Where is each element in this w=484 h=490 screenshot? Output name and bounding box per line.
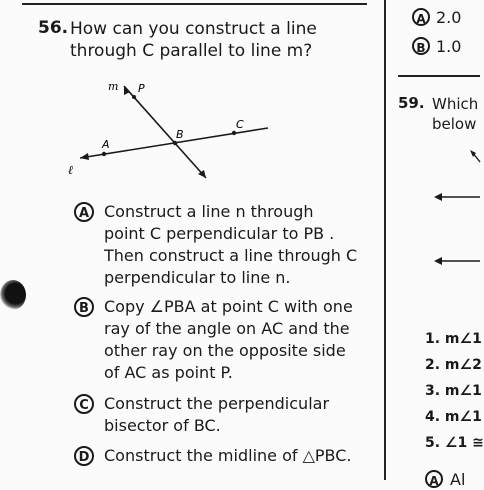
- point-C: [232, 131, 236, 135]
- right-bottom-choice-text: Al: [450, 470, 466, 489]
- choice-letter-a: A: [74, 202, 94, 222]
- question-text: [70, 18, 370, 62]
- point-P: [132, 95, 136, 99]
- column-divider: [384, 0, 386, 480]
- choice-b-line: ray of the angle on AC and the: [104, 319, 350, 338]
- choice-b-line: other ray on the opposite side: [104, 341, 346, 360]
- label-P: P: [138, 82, 145, 95]
- list-item: 2. m∠2: [425, 357, 482, 373]
- line-m-arrow-top: [124, 86, 130, 95]
- choice-c-text: [104, 393, 329, 437]
- fig59-arrowhead-3: [434, 257, 442, 265]
- question-line: through C parallel to line m?: [70, 41, 313, 61]
- scan-blot: [0, 280, 26, 310]
- point-A: [102, 152, 106, 156]
- choice-a-text: [104, 201, 357, 289]
- top-rule: [22, 3, 367, 5]
- point-B: [173, 141, 177, 145]
- right-column-figure: [430, 140, 480, 280]
- question-number: 56.: [38, 18, 69, 38]
- question-59-line: below: [432, 115, 477, 133]
- choice-a-line: Construct a line n through: [104, 202, 314, 221]
- choice-d-line: Construct the midline of △PBC.: [104, 446, 352, 465]
- question-59-number: 59.: [398, 94, 425, 112]
- right-bottom-choice-letter[interactable]: A: [425, 470, 443, 488]
- right-choice-letter-b[interactable]: B: [412, 37, 430, 55]
- choice-d-text: [104, 445, 352, 467]
- geometry-figure: [58, 78, 244, 188]
- label-B: B: [176, 128, 184, 141]
- right-choice-b-text: 1.0: [436, 37, 462, 56]
- list-item: 3. m∠1: [425, 383, 482, 399]
- line-l-arrow-left: [80, 153, 89, 160]
- list-item: 5. ∠1 ≅: [425, 435, 484, 451]
- right-choice-letter-a[interactable]: A: [412, 8, 430, 26]
- label-m: m: [108, 80, 119, 93]
- right-column-rule: [398, 75, 480, 77]
- right-choice-a-text: 2.0: [436, 8, 462, 27]
- choice-b-line: Copy ∠PBA at point C with one: [104, 297, 353, 316]
- choice-letter-d: D: [74, 446, 94, 466]
- question-line: How can you construct a line: [70, 19, 317, 39]
- label-C: C: [236, 118, 244, 131]
- question-59-line: Which: [432, 95, 479, 113]
- choice-a-line: perpendicular to line n.: [104, 268, 291, 287]
- question-59-text: [432, 94, 478, 134]
- choice-b-line: of AC as point P.: [104, 363, 233, 382]
- fig59-arrowhead-2: [434, 193, 442, 201]
- list-item: 1. m∠1: [425, 331, 482, 347]
- choice-c-line: bisector of BC.: [104, 416, 221, 435]
- label-l: ℓ: [68, 163, 73, 177]
- choice-b-text: [104, 296, 353, 384]
- label-A: A: [102, 138, 110, 151]
- choice-a-line: Then construct a line through C: [104, 246, 358, 265]
- choice-letter-c: C: [74, 394, 94, 414]
- choice-letter-b: B: [74, 297, 94, 317]
- list-item: 4. m∠1: [425, 409, 482, 425]
- choice-a-line: point C perpendicular to PB .: [104, 224, 335, 243]
- line-m: [124, 86, 206, 178]
- choice-c-line: Construct the perpendicular: [104, 394, 330, 413]
